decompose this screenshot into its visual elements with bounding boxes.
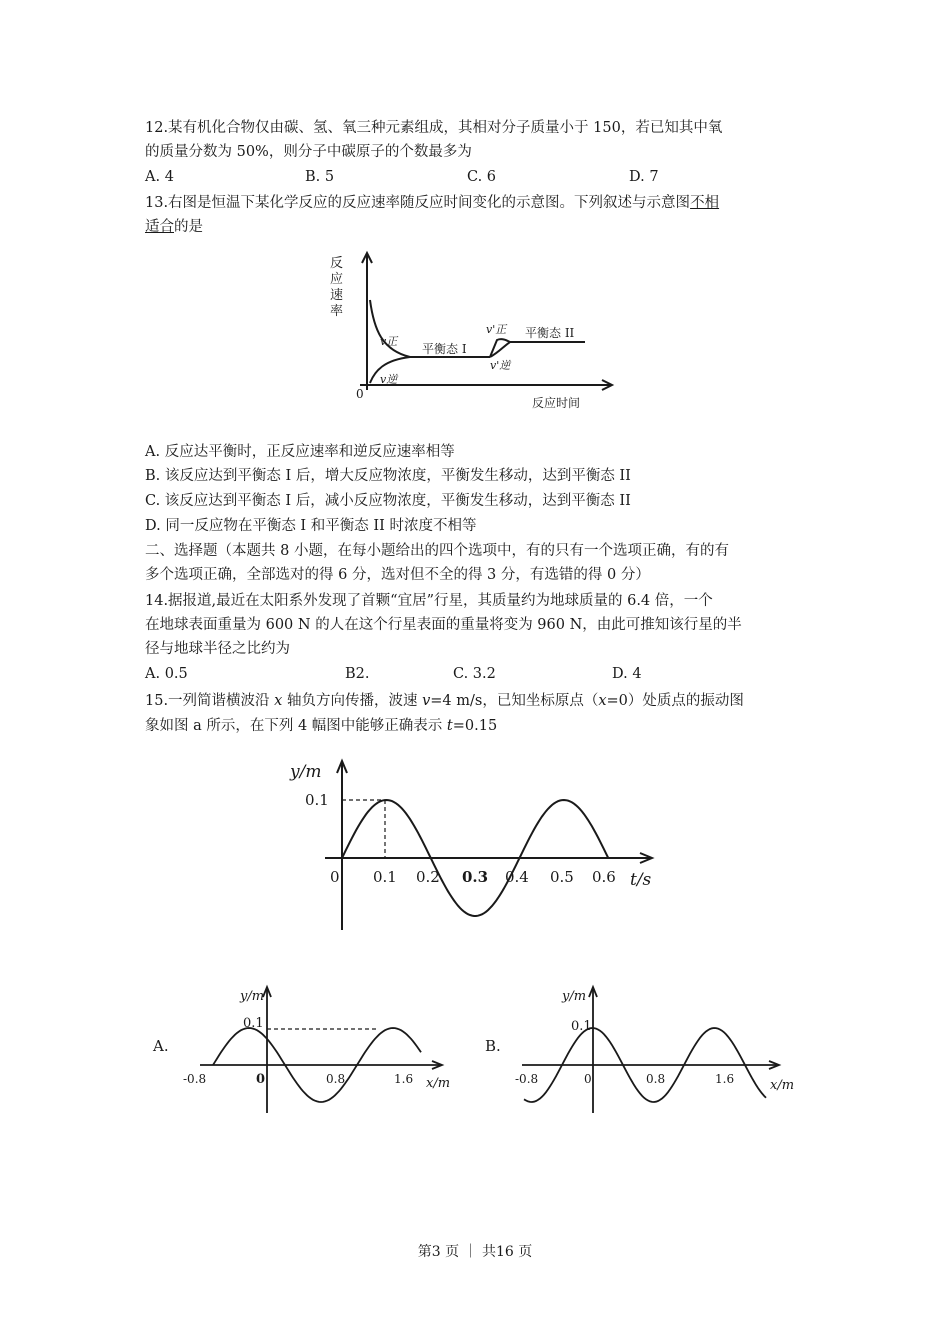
q13-label-state1: 平衡态 I <box>422 342 467 356</box>
q15-var-x: x <box>274 693 283 709</box>
q15-stem-line1 <box>145 690 744 712</box>
q13-option-d: D. 同一反应物在平衡态 I 和平衡态 II 时浓度不相等 <box>145 518 477 534</box>
q13-option-a: A. 反应达平衡时，正反应速率和逆反应速率相等 <box>145 444 455 460</box>
q13-ylabel-2: 应 <box>330 272 344 287</box>
q13-stem-underlined: 不相 <box>690 195 720 211</box>
q15-text-4: =0）处质点的振动图 <box>606 693 744 709</box>
q15a-tick-1: 0.1 <box>373 868 397 886</box>
q13-stem-end: 的是 <box>174 219 203 235</box>
q15-fig-a-vibration-graph <box>285 755 665 935</box>
qB-tick-1: -0.8 <box>515 1072 539 1086</box>
q15-var-t: t <box>446 718 453 734</box>
q14-option-d: D. 4 <box>612 666 642 682</box>
q15a-amp-label: 0.1 <box>305 791 329 809</box>
q13-stem-line2 <box>145 216 203 238</box>
q15-text-2: 轴负方向传播，波速 <box>282 693 423 709</box>
q13-label-v-reverse2: v'逆 <box>490 359 511 372</box>
q13-stem-text: 13.右图是恒温下某化学反应的反应速率随反应时间变化的示意图。下列叙述与示意图 <box>145 195 691 211</box>
q15-option-b-wave-graph <box>482 983 802 1118</box>
q14-option-a: A. 0.5 <box>145 666 188 682</box>
section2-heading-line1: 二、选择题（本题共 8 小题，在每小题给出的四个选项中，有的只有一个选项正确，有的有 <box>145 543 729 559</box>
qB-ylabel: y/m <box>562 989 587 1004</box>
q14-option-b: B2. <box>345 666 370 682</box>
q13-label-v-reverse: v逆 <box>380 373 398 386</box>
q15a-tick-5: 0.5 <box>550 868 574 886</box>
q15-var-x2: x <box>598 693 607 709</box>
q13-option-b: B. 该反应达到平衡态 I 后，增大反应物浓度，平衡发生移动，达到平衡态 II <box>145 468 631 484</box>
section2-heading-line2: 多个选项正确，全部选对的得 6 分，选对但不全的得 3 分，有选错的得 0 分） <box>145 567 650 583</box>
q13-rate-time-figure <box>320 245 620 415</box>
q15-text-3: =4 m/s，已知坐标原点（ <box>430 693 599 709</box>
q15a-tick-6: 0.6 <box>592 868 616 886</box>
qA-amp-label: 0.1 <box>243 1016 264 1031</box>
q15-stem-line2 <box>145 715 497 737</box>
page-footer: 第3 页 ｜ 共16 页 <box>417 1244 533 1260</box>
q15a-tick-3: 0.3 <box>462 868 489 886</box>
qB-label: B. <box>485 1037 501 1055</box>
qA-tick-4: 1.6 <box>394 1072 414 1086</box>
q12-stem-line1: 12.某有机化合物仅由碳、氢、氧三种元素组成，其相对分子质量小于 150，若已知其中氧 <box>145 120 723 136</box>
q15-text-6: =0.15 <box>452 718 498 734</box>
q13-label-v-forward: v正 <box>380 335 398 348</box>
q15a-tick-2: 0.2 <box>416 868 440 886</box>
q14-stem-line3: 径与地球半径之比约为 <box>145 641 290 657</box>
q15-option-a-wave-graph <box>150 983 470 1118</box>
q15-text-1: 15.一列简谐横波沿 <box>145 693 275 709</box>
q15-text-5: 象如图 a 所示，在下列 4 幅图中能够正确表示 <box>145 718 447 734</box>
qA-tick-1: -0.8 <box>183 1072 207 1086</box>
qB-amp-label: 0.1 <box>571 1019 592 1034</box>
qA-ylabel: y/m <box>240 989 265 1004</box>
q13-ylabel-3: 速 <box>330 288 344 303</box>
qB-tick-2: 0 <box>584 1072 592 1086</box>
q15a-xlabel: t/s <box>630 870 652 890</box>
q14-stem-line1: 14.据报道,最近在太阳系外发现了首颗“宜居”行星，其质量约为地球质量的 6.4 倍，一个 <box>145 593 713 609</box>
q13-stem-underlined-2: 适合 <box>145 219 174 235</box>
q13-v-reverse2-curve <box>490 342 585 357</box>
qA-tick-2: 0 <box>256 1072 266 1087</box>
q14-stem-line2: 在地球表面重量为 600 N 的人在这个行星表面的重量将变为 960 N，由此可推知该行星的半 <box>145 617 742 633</box>
q13-ylabel-4: 率 <box>330 304 344 319</box>
qB-tick-3: 0.8 <box>646 1072 666 1086</box>
q13-xlabel: 反应时间 <box>532 396 581 410</box>
qA-label: A. <box>153 1037 169 1055</box>
q12-option-c: C. 6 <box>467 169 497 185</box>
q13-label-v-forward2: v'正 <box>486 323 507 336</box>
q12-option-b: B. 5 <box>305 169 335 185</box>
q13-stem-line1 <box>145 192 719 214</box>
q15-var-v: v <box>422 693 431 709</box>
q13-label-state2: 平衡态 II <box>525 326 575 340</box>
q13-ylabel-1: 反 <box>330 256 344 271</box>
q13-option-c: C. 该反应达到平衡态 I 后，减小反应物浓度，平衡发生移动，达到平衡态 II <box>145 493 631 509</box>
q15a-origin: 0 <box>330 868 340 886</box>
qB-tick-4: 1.6 <box>715 1072 735 1086</box>
qA-tick-3: 0.8 <box>326 1072 346 1086</box>
q13-origin: 0 <box>356 387 364 401</box>
q15a-ylabel: y/m <box>290 762 322 782</box>
q12-stem-line2: 的质量分数为 50%，则分子中碳原子的个数最多为 <box>145 144 472 160</box>
q12-option-a: A. 4 <box>145 169 174 185</box>
qB-xlabel: x/m <box>770 1078 795 1093</box>
q12-option-d: D. 7 <box>629 169 659 185</box>
qA-xlabel: x/m <box>426 1076 451 1091</box>
q15a-tick-4: 0.4 <box>505 868 529 886</box>
q14-option-c: C. 3.2 <box>453 666 496 682</box>
